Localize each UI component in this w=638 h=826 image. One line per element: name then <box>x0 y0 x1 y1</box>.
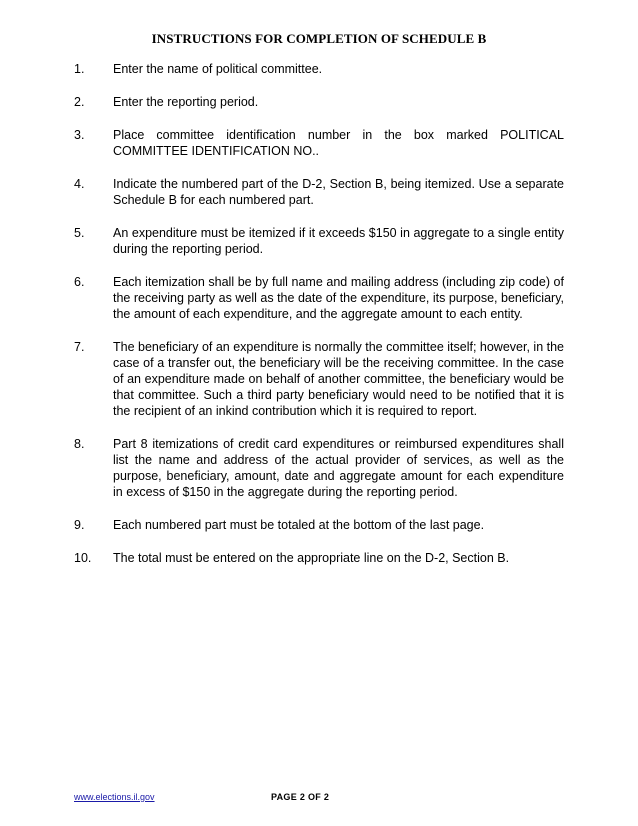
instruction-item <box>74 94 564 110</box>
item-number: 1. <box>74 62 85 76</box>
item-text: Enter the reporting period. <box>113 95 259 109</box>
instruction-item <box>74 339 564 419</box>
item-text: An expenditure must be itemized if it exceeds $150 in aggregate to a single entity during the reporting period. <box>113 226 564 256</box>
item-text: Each numbered part must be totaled at the bottom of the last page. <box>113 518 485 532</box>
item-number: 6. <box>74 275 85 289</box>
instruction-item <box>74 225 564 257</box>
item-number: 4. <box>74 177 85 191</box>
instruction-item <box>74 127 564 159</box>
website-link[interactable]: www.elections.il.gov <box>74 792 155 802</box>
instruction-item <box>74 176 564 208</box>
instruction-item <box>74 517 564 533</box>
item-number: 9. <box>74 518 85 532</box>
item-number: 8. <box>74 437 85 451</box>
instruction-item <box>74 274 564 322</box>
instruction-item <box>74 436 564 500</box>
item-text: Indicate the numbered part of the D-2, Section B, being itemized. Use a separate Schedule B for each numbered part. <box>113 177 564 207</box>
page-title: INSTRUCTIONS FOR COMPLETION OF SCHEDULE B <box>151 31 487 46</box>
item-number: 10. <box>74 551 92 565</box>
item-text: The beneficiary of an expenditure is normally the committee itself; however, in the case of a transfer out, the beneficiary will be the receiving committee. In the case of an expenditure made on behalf of another committee, the beneficiary would be that committee. Such a third party beneficiary would need to be notified that it is the recipient of an inkind contribution which it is required to report. <box>113 340 564 418</box>
item-number: 3. <box>74 128 85 142</box>
item-number: 5. <box>74 226 85 240</box>
instruction-item <box>74 550 564 566</box>
instruction-item <box>74 61 564 77</box>
item-number: 7. <box>74 340 85 354</box>
instruction-list <box>74 61 564 583</box>
page-footer <box>74 792 564 806</box>
item-text: Each itemization shall be by full name and mailing address (including zip code) of the receiving party as well as the date of the expenditure, its purpose, beneficiary, the amount of each expenditure, and the aggregate amount to each entity. <box>113 275 564 321</box>
item-number: 2. <box>74 95 85 109</box>
item-text: Enter the name of political committee. <box>113 62 323 76</box>
page-number: PAGE 2 OF 2 <box>271 792 330 802</box>
item-text: Place committee identification number in the box marked POLITICAL COMMITTEE IDENTIFICATION NO.. <box>113 128 564 158</box>
item-text: Part 8 itemizations of credit card expenditures or reimbursed expenditures shall list the name and address of the actual provider of services, as well as the purpose, beneficiary, amount, date and aggregate amount for each expenditure in excess of $150 in the aggregate during the reporting period. <box>113 437 564 499</box>
item-text: The total must be entered on the appropriate line on the D-2, Section B. <box>113 551 510 565</box>
